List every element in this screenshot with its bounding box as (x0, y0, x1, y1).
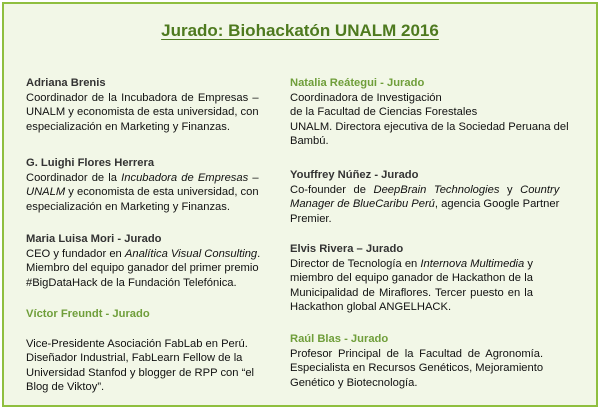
jury-entry-elvis-rivera (290, 242, 533, 315)
jury-description: Coordinadora de Investigación de la Facultad de Ciencias Forestales UNALM. Directora ejecutiva de la Sociedad Peruana del Bambú. (290, 91, 569, 147)
jury-description: Coordinador de la Incubadora de Empresas – UNALM y economista de esta universidad, con especialización en Marketing y Finanzas. (26, 171, 259, 213)
jury-entry-maria-luisa-mori (26, 232, 260, 290)
jury-entry-youffrey-nunez (290, 168, 559, 226)
jury-description: Profesor Principal de la Facultad de Agronomía. Especialista en Recursos Genéticos, Mejoramiento Genético y Biotecnología. (290, 347, 544, 389)
jury-entry-raul-blas (290, 332, 543, 390)
jury-name: Elvis Rivera – Jurado (290, 243, 404, 255)
jury-name: Adriana Brenis (26, 77, 106, 89)
jury-name: Natalia Reátegui - Jurado (290, 77, 425, 89)
jury-name: Youffrey Núñez - Jurado (290, 169, 419, 181)
jury-description: Vice-Presidente Asociación FabLab en Perú. Diseñador Industrial, FabLearn Fellow de la Universidad Stanfod y blogger de RPP con “el Blog de Viktoy”. (26, 337, 255, 393)
jury-entry-adriana-brenis (26, 76, 259, 134)
jury-name: Maria Luisa Mori - Jurado (26, 233, 162, 245)
page-title: Jurado: Biohackatón UNALM 2016 (161, 21, 439, 40)
jury-description: Co-founder de DeepBrain Technologies y Country Manager de BlueCaribu Perú, agencia Google Partner Premier. (290, 183, 560, 225)
jury-card (2, 2, 598, 407)
jury-name: Raúl Blas - Jurado (290, 333, 389, 345)
jury-description: Director de Tecnología en Internova Multimedia y miembro del equipo ganador de Hackathon de la Municipalidad de Miraflores. Tercer puesto en la Hackathon global ANGELHACK. (290, 257, 533, 313)
jury-name: Víctor Freundt - Jurado (26, 308, 150, 320)
jury-description: Coordinador de la Incubadora de Empresas – UNALM y economista de esta universidad, con especialización en Marketing y Finanzas. (26, 91, 259, 133)
jury-entry-natalia-reategui (290, 76, 569, 149)
jury-entry-victor-freundt (26, 307, 254, 395)
jury-entry-luighi-flores (26, 156, 259, 214)
jury-name: G. Luighi Flores Herrera (26, 157, 155, 169)
jury-description: CEO y fundador en Analítica Visual Consulting. Miembro del equipo ganador del primer premio #BigDataHack de la Fundación Telefónica. (26, 247, 261, 289)
